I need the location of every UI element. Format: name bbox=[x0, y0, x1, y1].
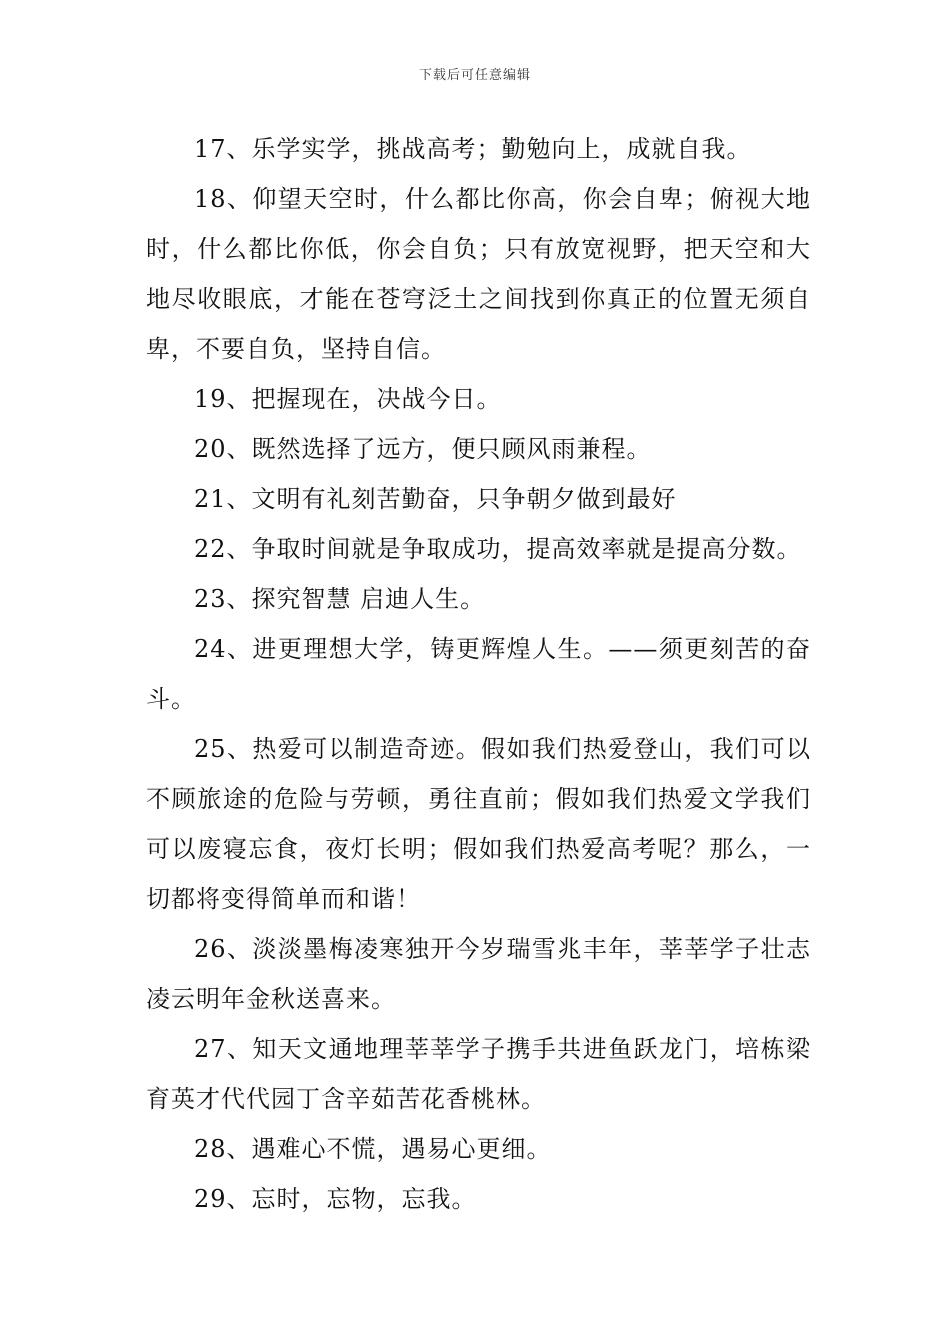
paragraph-17: 17、乐学实学，挑战高考；勤勉向上，成就自我。 bbox=[194, 135, 752, 163]
paragraph-18: 18、仰望天空时，什么都比你高，你会自卑；俯视大地时，什么都比你低，你会自负；只有放宽视野，把天空和大地尽收眼底，才能在苍穹泛土之间找到你真正的位置无须自卑，不要自负，坚持自信。 bbox=[146, 185, 811, 363]
page-header: 下载后可任意编辑 bbox=[418, 68, 531, 83]
paragraph-26: 26、淡淡墨梅凌寒独开今岁瑞雪兆丰年，莘莘学子壮志凌云明年金秋送喜来。 bbox=[146, 935, 811, 1013]
paragraph-23: 23、探究智慧 启迪人生。 bbox=[194, 585, 486, 613]
paragraph-28: 28、遇难心不慌，遇易心更细。 bbox=[194, 1135, 552, 1163]
document-body bbox=[146, 124, 811, 1224]
paragraph-19: 19、把握现在，决战今日。 bbox=[194, 385, 502, 413]
paragraph-24: 24、进更理想大学，铸更辉煌人生。——须更刻苦的奋斗。 bbox=[146, 635, 811, 713]
paragraph-20: 20、既然选择了远方，便只顾风雨兼程。 bbox=[194, 435, 652, 463]
paragraph-29: 29、忘时，忘物，忘我。 bbox=[194, 1185, 477, 1213]
paragraph-22: 22、争取时间就是争取成功，提高效率就是提高分数。 bbox=[194, 535, 802, 563]
paragraph-27: 27、知天文通地理莘莘学子携手共进鱼跃龙门，培栋梁育英才代代园丁含辛茹苦花香桃林。 bbox=[146, 1035, 811, 1113]
paragraph-25: 25、热爱可以制造奇迹。假如我们热爱登山，我们可以不顾旅途的危险与劳顿，勇往直前；假如我们热爱文学我们可以废寝忘食，夜灯长明；假如我们热爱高考呢？那么，一切都将变得简单而和谐！ bbox=[146, 735, 811, 913]
paragraph-21: 21、文明有礼刻苦勤奋，只争朝夕做到最好 bbox=[194, 485, 677, 513]
